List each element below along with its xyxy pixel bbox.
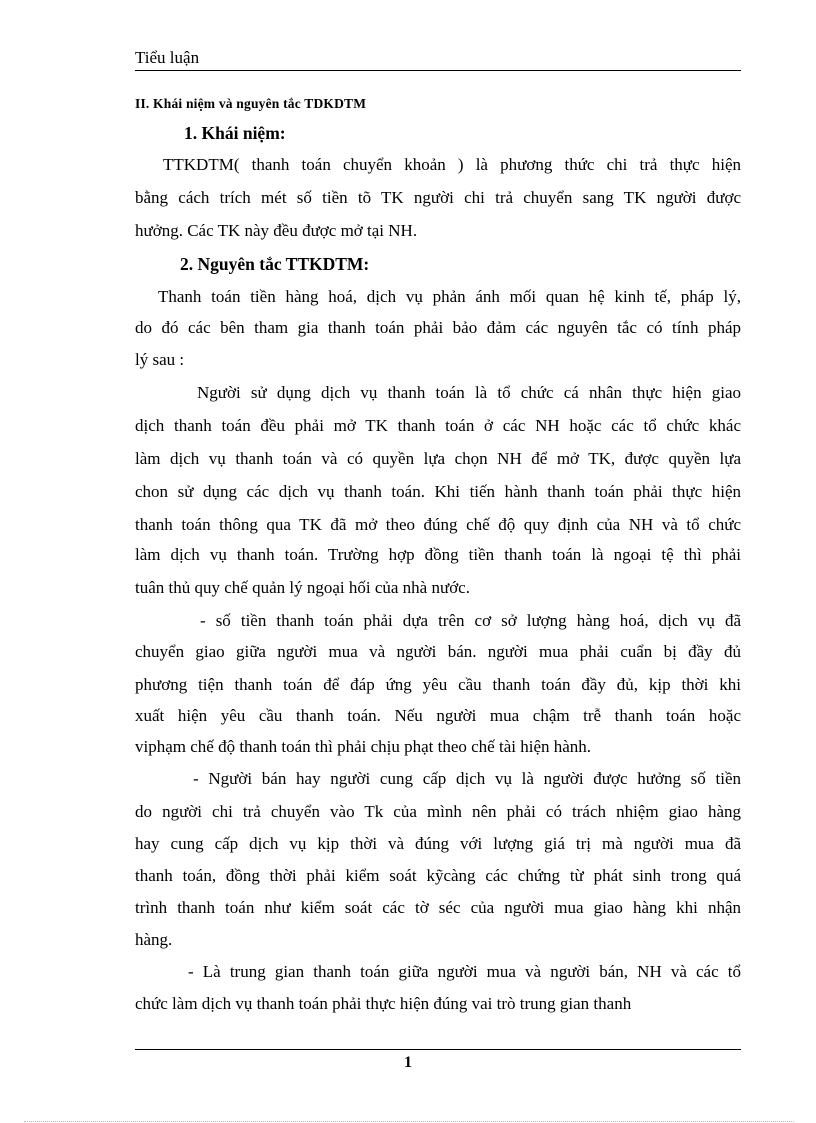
- text-line: phương tiện thanh toán để đáp ứng yêu cầu thanh toán đầy đủ, kịp thời khi: [135, 675, 741, 694]
- text-line: viphạm chế độ thanh toán thì phải chịu phạt theo chế tài hiện hành.: [135, 737, 592, 756]
- text-line: TTKDTM( thanh toán chuyển khoản ) là phương thức chi trả thực hiện: [163, 155, 741, 174]
- subheading-principles: 2. Nguyên tắc TTKDTM:: [180, 254, 370, 274]
- text-line: - Là trung gian thanh toán giữa người mua và người bán, NH và các tổ: [188, 962, 741, 981]
- text-line: - số tiền thanh toán phải dựa trên cơ sở lượng hàng hoá, dịch vụ đã: [200, 611, 741, 630]
- text-line: thanh toán, đồng thời phải kiểm soát kỹcàng các chứng từ phát sinh trong quá: [135, 866, 741, 885]
- section-heading: II. Khái niệm và nguyên tắc TDKDTM: [135, 96, 367, 111]
- text-line: chuyển giao giữa người mua và người bán. người mua phải cuẩn bị đầy đủ: [135, 642, 741, 661]
- text-line: bằng cách trích mét số tiền tõ TK người chi trả chuyển sang TK người được: [135, 188, 741, 207]
- text-line: hàng.: [135, 930, 173, 949]
- text-line: Người sử dụng dịch vụ thanh toán là tổ chức cá nhân thực hiện giao: [197, 383, 741, 402]
- text-line: hay cung cấp dịch vụ kịp thời và đúng với lượng giá trị mà người mua đã: [135, 834, 741, 853]
- page-header-title: Tiểu luận: [135, 48, 200, 67]
- text-line: trình thanh toán như kiểm soát các tờ séc của người mua giao hàng khi nhận: [135, 898, 741, 917]
- text-line: thanh toán thông qua TK đã mở theo đúng chế độ quy định của NH và tổ chức: [135, 515, 741, 534]
- footer-divider: [135, 1049, 741, 1050]
- text-line: tuân thủ quy chế quản lý ngoại hối của nhà nước.: [135, 578, 470, 597]
- text-line: hưởng. Các TK này đều được mở tại NH.: [135, 221, 418, 240]
- text-line: do người chi trả chuyển vào Tk của mình nên phải có trách nhiệm giao hàng: [135, 802, 741, 821]
- text-line: làm dịch vụ thanh toán và có quyền lựa chọn NH để mở TK, được quyền lựa: [135, 449, 741, 468]
- text-line: làm dịch vụ thanh toán. Trường hợp đồng tiền thanh toán là ngoại tệ thì phải: [135, 545, 741, 564]
- text-line: chon sử dụng các dịch vụ thanh toán. Khi tiến hành thanh toán phải thực hiện: [135, 482, 741, 501]
- page-number: 1: [404, 1054, 412, 1071]
- page-bottom-edge: [24, 1121, 794, 1122]
- text-line: lý sau :: [135, 350, 185, 369]
- text-line: - Người bán hay người cung cấp dịch vụ là người được hưởng số tiền: [193, 769, 741, 788]
- subheading-concept: 1. Khái niệm:: [184, 123, 286, 143]
- text-line: dịch thanh toán đều phải mở TK thanh toán ở các NH hoặc các tổ chức khác: [135, 416, 741, 435]
- text-line: chức làm dịch vụ thanh toán phải thực hiện đúng vai trò trung gian thanh: [135, 994, 632, 1013]
- text-line: Thanh toán tiền hàng hoá, dịch vụ phản ánh mối quan hệ kinh tế, pháp lý,: [158, 287, 741, 306]
- header-divider: [135, 70, 741, 71]
- text-line: do đó các bên tham gia thanh toán phải bảo đảm các nguyên tắc có tính pháp: [135, 318, 741, 337]
- text-line: xuất hiện yêu cầu thanh toán. Nếu người mua chậm trễ thanh toán hoặc: [135, 706, 741, 725]
